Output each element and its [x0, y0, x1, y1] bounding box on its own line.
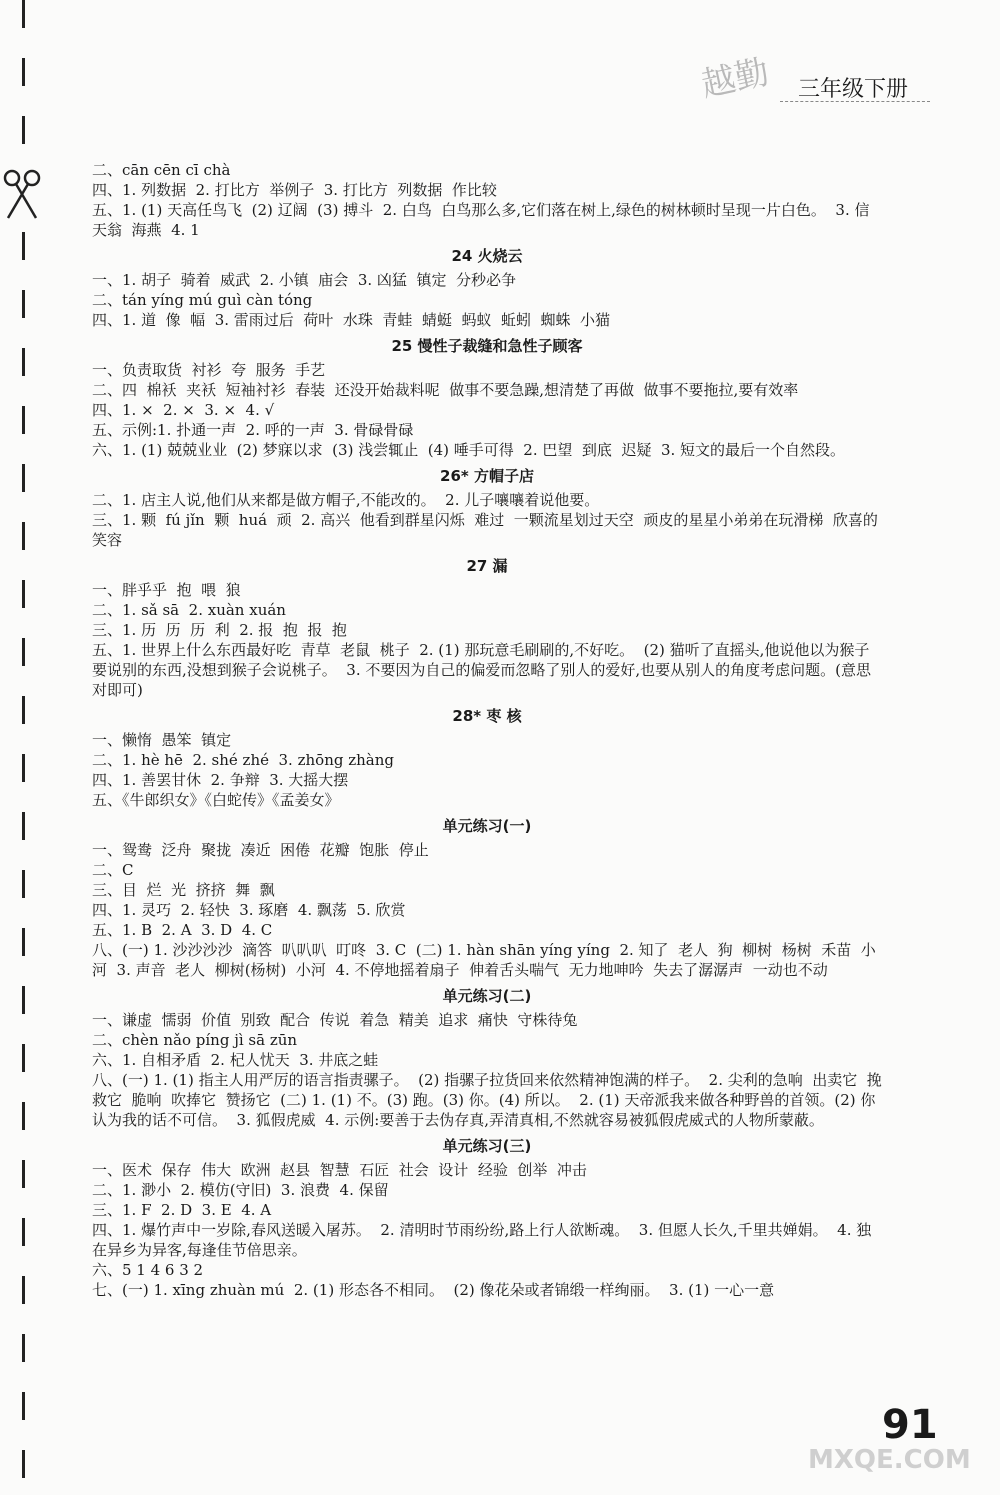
section-title: 24 火烧云 — [451, 247, 523, 265]
answer-line: 三、1. F 2. D 3. E 4. A — [92, 1201, 272, 1219]
answer-line: 六、5 1 4 6 3 2 — [92, 1261, 204, 1279]
answer-line: 五、1. B 2. A 3. D 4. C — [92, 921, 273, 939]
answer-line: 六、1. 自相矛盾 2. 杞人忧天 3. 井底之蛙 — [92, 1051, 379, 1069]
answer-line: 五、1. (1) 天高任鸟飞 (2) 辽阔 (3) 搏斗 2. 白鸟 白鸟那么多,它们落在树上,绿色的树林顿时呈现一片白色。 3. 信天翁 海燕 4. 1 — [92, 201, 870, 239]
answer-line: 四、1. 灵巧 2. 轻快 3. 琢磨 4. 飘荡 5. 欣赏 — [92, 901, 406, 919]
answer-line: 二、1. 渺小 2. 模仿(守旧) 3. 浪费 4. 保留 — [92, 1181, 389, 1199]
answer-line: 一、1. 胡子 骑着 威武 2. 小镇 庙会 3. 凶猛 镇定 分秒必争 — [92, 271, 516, 289]
answer-line: 五、示例:1. 扑通一声 2. 呼的一声 3. 骨碌骨碌 — [92, 421, 414, 439]
grade-label: 三年级下册 — [798, 77, 909, 102]
cut-line — [22, 0, 25, 1495]
answer-line: 三、1. 颗 fú jǐn 颗 huá 顽 2. 高兴 他看到群星闪烁 难过 一颗流星划过天空 顽皮的星星小弟弟在玩滑梯 欣喜的笑容 — [92, 511, 878, 549]
section-title: 26* 方帽子店 — [440, 467, 534, 485]
answer-line: 四、1. 道 像 幅 3. 雷雨过后 荷叶 水珠 青蛙 蜻蜓 蚂蚁 蚯蚓 蜘蛛 小猫 — [92, 311, 611, 329]
answer-line: 三、目 烂 光 挤挤 舞 飘 — [92, 881, 275, 899]
header-divider — [780, 101, 930, 102]
answer-line: 二、1. hè hē 2. shé zhé 3. zhōng zhàng — [92, 751, 394, 769]
answer-line: 二、C — [92, 861, 134, 879]
answer-line: 一、医术 保存 伟大 欧洲 赵县 智慧 石匠 社会 设计 经验 创举 冲击 — [92, 1161, 587, 1179]
answer-line: 六、1. (1) 兢兢业业 (2) 梦寐以求 (3) 浅尝辄止 (4) 唾手可得 2. 巴望 到底 迟疑 3. 短文的最后一个自然段。 — [92, 441, 846, 459]
answer-line: 五、1. 世界上什么东西最好吃 青草 老鼠 桃子 2. (1) 那玩意毛刷刷的,不好吃。 (2) 猫听了直摇头,他说他以为猴子要说别的东西,没想到猴子会说桃子。 3. 不要因为自己的偏爱而忽略了别人的爱好,也要从别人的角度考虑问题。(意思对即可) — [92, 641, 872, 699]
answer-line: 四、1. 爆竹声中一岁除,春风送暖入屠苏。 2. 清明时节雨纷纷,路上行人欲断魂。 3. 但愿人长久,千里共婵娟。 4. 独在异乡为异客,每逢佳节倍思亲。 — [92, 1221, 872, 1259]
watermark: MXQE.COM — [808, 1445, 971, 1475]
answer-line: 一、懒惰 愚笨 镇定 — [92, 731, 232, 749]
answer-line: 二、chèn nǎo píng jì sā zūn — [92, 1031, 298, 1049]
answer-line: 二、1. sǎ sā 2. xuàn xuán — [92, 601, 286, 619]
answer-line: 四、1. × 2. × 3. × 4. √ — [92, 401, 275, 419]
answer-content — [92, 160, 882, 1300]
answer-line: 八、(一) 1. 沙沙沙沙 滴答 叭叭叭 叮咚 3. C (二) 1. hàn shān yíng yíng 2. 知了 老人 狗 柳树 杨树 禾苗 小河 3. 声音 老人 柳树(杨树) 小河 4. 不停地摇着扇子 伸着舌头喘气 无力地呻吟 失去了潺潺声 一动也不动 — [92, 941, 876, 979]
section-title: 单元练习(三) — [442, 1137, 532, 1155]
answer-line: 八、(一) 1. (1) 指主人用严厉的语言指责骡子。 (2) 指骡子拉货回来依然精神饱满的样子。 2. 尖利的急响 出卖它 挽救它 脆响 吹捧它 赞扬它 (二) 1. (1) 不。(3) 跑。(3) 你。(4) 所以。 2. (1) 天帝派我来做各种野兽的首领。(2) 你认为我的话不可信。 3. 狐假虎威 4. 示例:要善于去伪存真,弄清真相,不然就容易被狐假虎威式的人物所蒙蔽。 — [92, 1071, 882, 1129]
answer-line: 二、tán yíng mú guì càn tóng — [92, 291, 313, 309]
section-title: 25 慢性子裁缝和急性子顾客 — [391, 337, 583, 355]
section-title: 28* 枣 核 — [452, 707, 522, 725]
answer-line: 一、负责取货 衬衫 夸 服务 手艺 — [92, 361, 326, 379]
answer-line: 二、四 棉袄 夹袄 短袖衬衫 春装 还没开始裁料呢 做事不要急躁,想清楚了再做 做事不要拖拉,要有效率 — [92, 381, 799, 399]
answer-line: 一、胖乎乎 抱 喂 狼 — [92, 581, 241, 599]
answer-line: 一、谦虚 懦弱 价值 别致 配合 传说 着急 精美 追求 痛快 守株待兔 — [92, 1011, 578, 1029]
answer-line: 二、1. 店主人说,他们从来都是做方帽子,不能改的。 2. 儿子嚷嚷着说他要。 — [92, 491, 600, 509]
section-title: 27 漏 — [466, 557, 508, 575]
answer-line: 一、鸳鸯 泛舟 聚拢 凑近 困倦 花瓣 饱胀 停止 — [92, 841, 429, 859]
page-number: 91 — [882, 1402, 938, 1448]
section-title: 单元练习(二) — [442, 987, 532, 1005]
answer-line: 二、cān cēn cī chà — [92, 161, 231, 179]
scissors-icon — [2, 168, 42, 224]
answer-line: 三、1. 历 历 历 利 2. 报 抱 报 抱 — [92, 621, 347, 639]
answer-line: 四、1. 善罢甘休 2. 争辩 3. 大摇大摆 — [92, 771, 349, 789]
answer-line: 四、1. 列数据 2. 打比方 举例子 3. 打比方 列数据 作比较 — [92, 181, 497, 199]
section-title: 单元练习(一) — [442, 817, 532, 835]
answer-line: 七、(一) 1. xīng zhuàn mú 2. (1) 形态各不相同。 (2) 像花朵或者锦缎一样绚丽。 3. (1) 一心一意 — [92, 1281, 775, 1299]
stamp-logo: 越勤 — [697, 52, 773, 106]
answer-line: 五、《牛郎织女》《白蛇传》《孟姜女》 — [92, 791, 340, 809]
